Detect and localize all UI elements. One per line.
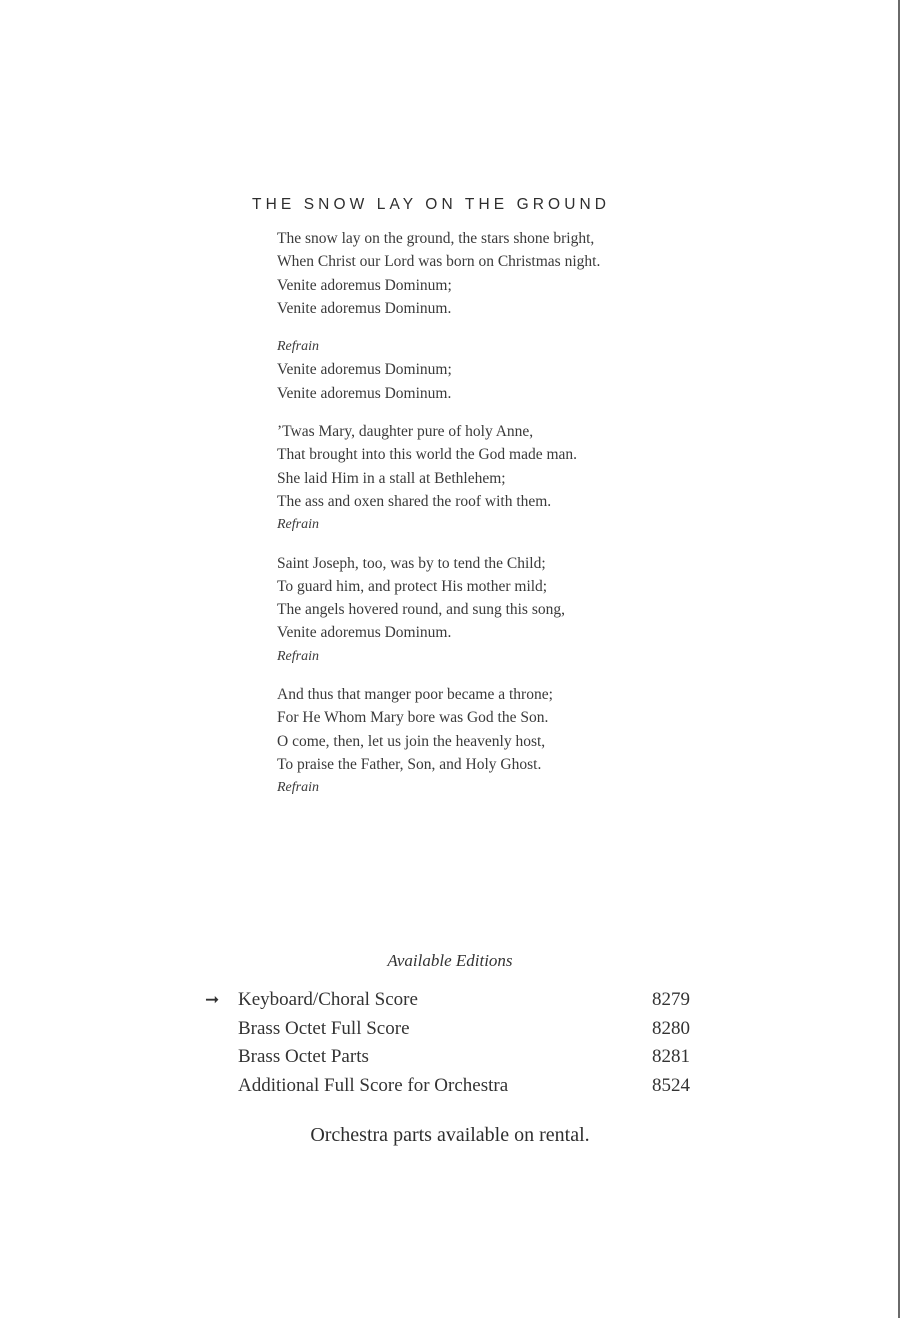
lyric-line: Saint Joseph, too, was by to tend the Child; [277,554,546,572]
lyric-line: That brought into this world the God made man. [277,446,578,464]
stanza-4 [277,683,737,799]
refrain-cue: Refrain [277,780,319,796]
arrow-right-icon: ➞ [205,990,220,1009]
refrain-cue: Refrain [277,648,319,664]
lyric-line: ’Twas Mary, daughter pure of holy Anne, [277,423,534,441]
lyric-line: Venite adoremus Dominum. [277,384,452,402]
edition-row [205,1015,690,1044]
page-title: THE SNOW LAY ON THE GROUND [252,196,611,213]
edition-name: Additional Full Score for Orchestra [238,1074,509,1096]
lyric-line: Venite adoremus Dominum. [277,299,452,317]
edition-number: 8281 [652,1046,690,1068]
edition-number: 8524 [652,1074,690,1096]
edition-number: 8279 [652,989,690,1010]
edition-row [205,1043,690,1072]
stanza-3 [277,552,737,668]
refrain-cue: Refrain [277,517,319,533]
edition-name: Brass Octet Full Score [238,1017,410,1039]
lyric-line: The angels hovered round, and sung this song, [277,601,565,619]
lyric-line: Venite adoremus Dominum; [277,276,452,294]
rental-note: Orchestra parts available on rental. [310,1124,590,1146]
lyrics [277,227,737,815]
editions-heading: Available Editions [387,951,513,970]
lyric-line: The snow lay on the ground, the stars shone bright, [277,230,595,247]
refrain [277,335,737,405]
lyric-line: And thus that manger poor became a throne; [277,686,553,704]
stanza-2 [277,420,737,536]
lyric-line: O come, then, let us join the heavenly host, [277,732,546,750]
lyric-line: To praise the Father, Son, and Holy Ghost. [277,755,542,773]
lyric-line: For He Whom Mary bore was God the Son. [277,709,549,727]
lyric-line: To guard him, and protect His mother mild; [277,577,548,595]
lyric-line: When Christ our Lord was born on Christmas night. [277,253,601,271]
edition-name: Keyboard/Choral Score [238,989,418,1010]
lyric-line: Venite adoremus Dominum. [277,624,452,642]
editions-list [205,986,690,1100]
lyric-line: Venite adoremus Dominum; [277,361,452,379]
refrain-label: Refrain [277,339,319,355]
lyric-line: The ass and oxen shared the roof with them. [277,492,552,510]
lyric-line: She laid Him in a stall at Bethlehem; [277,469,506,487]
edition-name: Brass Octet Parts [238,1046,369,1068]
edition-number: 8280 [652,1017,690,1039]
edition-row [205,986,690,1015]
stanza-1 [277,227,737,320]
edition-row [205,1072,690,1101]
